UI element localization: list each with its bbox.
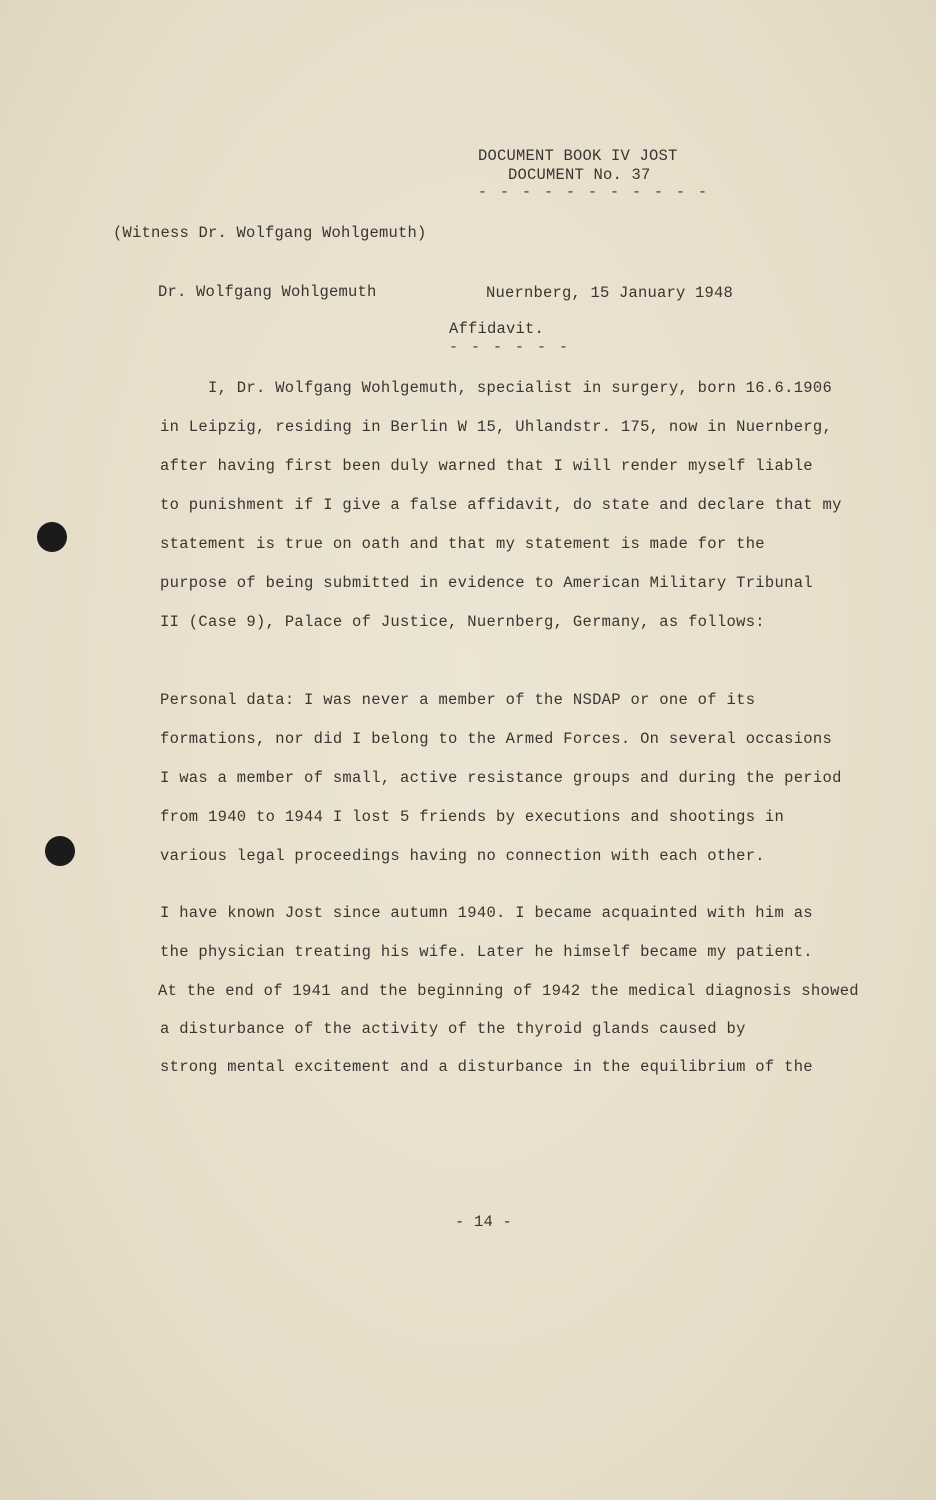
intro-line: II (Case 9), Palace of Justice, Nuernberg, Germany, as follows: xyxy=(160,613,765,631)
witness-line: (Witness Dr. Wolfgang Wohlgemuth) xyxy=(113,224,427,242)
jost-paragraph-line: strong mental excitement and a disturbance in the equilibrium of the xyxy=(160,1058,813,1076)
page-number: - 14 - xyxy=(455,1213,513,1231)
personal-data-line: from 1940 to 1944 I lost 5 friends by executions and shootings in xyxy=(160,808,785,826)
intro-line: after having first been duly warned that I will render myself liable xyxy=(160,457,813,475)
place-date: Nuernberg, 15 January 1948 xyxy=(486,284,734,302)
intro-line: statement is true on oath and that my statement is made for the xyxy=(160,535,765,553)
jost-paragraph-line: the physician treating his wife. Later he himself became my patient. xyxy=(160,943,813,961)
header-rule: - - - - - - - - - - - xyxy=(478,184,710,201)
jost-paragraph-line: I have known Jost since autumn 1940. I became acquainted with him as xyxy=(160,904,813,922)
personal-data-line: various legal proceedings having no connection with each other. xyxy=(160,847,765,865)
personal-data-line: I was a member of small, active resistance groups and during the period xyxy=(160,769,842,787)
jost-paragraph-line: a disturbance of the activity of the thyroid glands caused by xyxy=(160,1020,746,1038)
affidavit-title: Affidavit. xyxy=(449,320,545,338)
affiant-name: Dr. Wolfgang Wohlgemuth xyxy=(158,283,377,301)
title-rule: - - - - - - xyxy=(449,339,571,356)
intro-line: to punishment if I give a false affidavit, do state and declare that my xyxy=(160,496,842,514)
personal-data-line: formations, nor did I belong to the Armed Forces. On several occasions xyxy=(160,730,833,748)
personal-data-line: Personal data: I was never a member of the NSDAP or one of its xyxy=(160,691,756,709)
header-document-book: DOCUMENT BOOK IV JOST xyxy=(478,147,678,165)
intro-line: in Leipzig, residing in Berlin W 15, Uhlandstr. 175, now in Nuernberg, xyxy=(160,418,833,436)
punch-hole-bottom xyxy=(45,836,75,866)
intro-line: purpose of being submitted in evidence to American Military Tribunal xyxy=(160,574,813,592)
intro-line: I, Dr. Wolfgang Wohlgemuth, specialist in surgery, born 16.6.1906 xyxy=(208,379,833,397)
punch-hole-top xyxy=(37,522,67,552)
header-document-number: DOCUMENT No. 37 xyxy=(508,166,651,184)
jost-paragraph-line: At the end of 1941 and the beginning of 1942 the medical diagnosis showed xyxy=(158,982,859,1000)
